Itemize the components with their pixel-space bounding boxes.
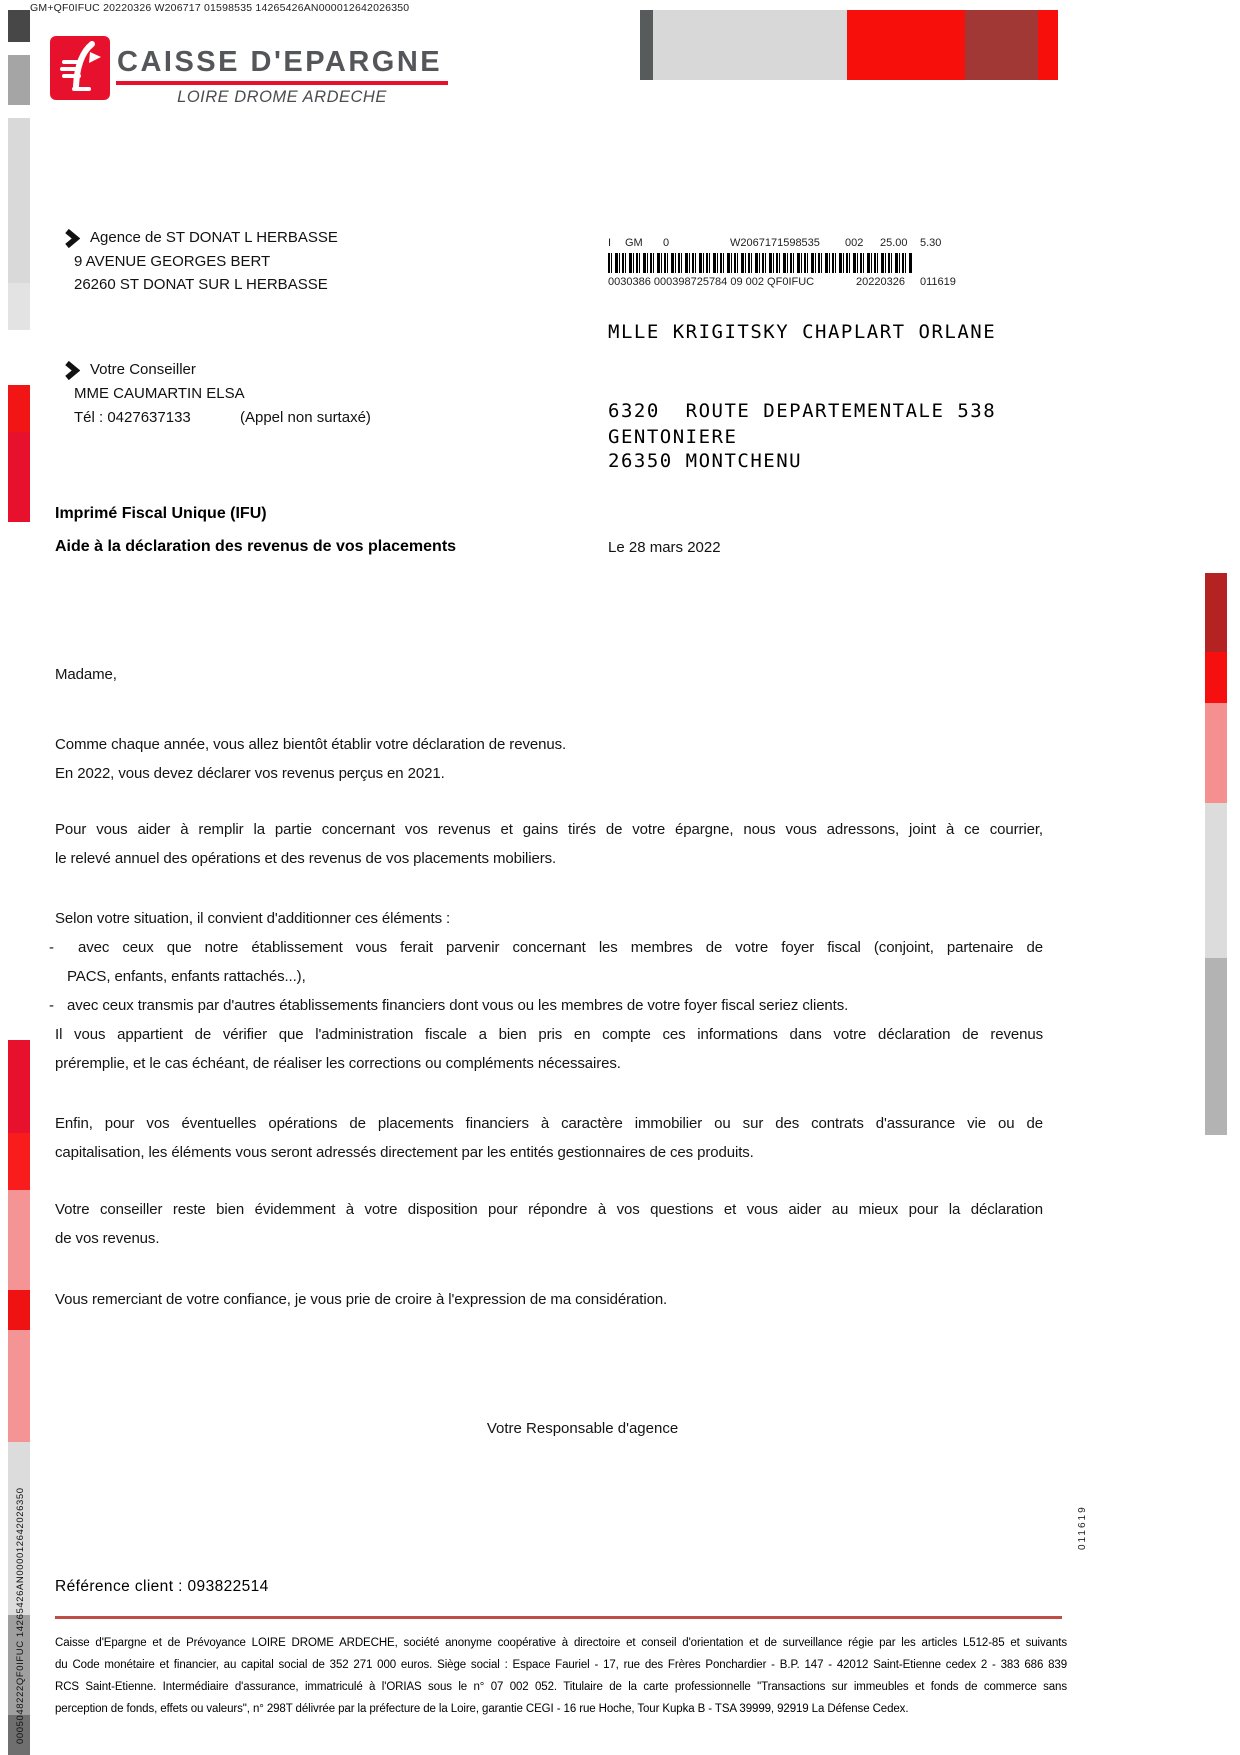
color-strip-segment [8,1133,30,1190]
color-strip-segment [1205,573,1227,652]
legal-line: perception de fonds, effets ou valeurs", n° 298T délivrée par la préfecture de la Loire, garantie CEGI - 16 rue Hoche, Tour Kupka B - TSA 39999, 92919 La Défense Cedex. [55,1703,909,1715]
legal-line: RCS Saint-Etienne. Intermédiaire d'assurance, immatriculé à l'ORIAS sous le n° 07 002 052. Titulaire de la carte professionnelle "Transactions sur immeubles et fonds de commerce sans [55,1681,1067,1693]
recipient-address-block [608,321,997,472]
franking-date: 20220326 [856,276,905,288]
legal-line: du Code monétaire et financier, au capital social de 352 271 000 euros. Siège social : Espace Fauriel - 17, rue des Frères Ponchardier - B.P. 147 - 42012 Saint-Etienne cedex 2 - 383 686 839 [55,1659,1067,1671]
letter-body [49,660,1043,1314]
color-strip-segment [8,1190,30,1290]
paragraph [49,904,1043,1078]
franking-number: 011619 [920,276,956,288]
body-line: PACS, enfants, enfants rattachés...), [67,968,306,985]
agency-title: Agence de ST DONAT L HERBASSE [90,229,338,246]
body-line: préremplie, et le cas échéant, de réaliser les corrections ou compléments nécessaires. [55,1055,621,1072]
agency-address-line: 26260 ST DONAT SUR L HERBASSE [74,276,328,293]
franking-code: W2067171598535 [730,237,820,249]
color-strip-segment [8,10,30,42]
recipient-address-line: 26350 MONTCHENU [608,450,803,472]
body-line: Il vous appartient de vérifier que l'administration fiscale a bien pris en compte ces informations dans votre déclaration de revenus [55,1026,1043,1043]
left-vertical-code: 0005048222QF0IFUC 14265426AN000012642026350 [15,1487,26,1744]
agency-address-line: 9 AVENUE GEORGES BERT [74,253,271,270]
letter-date: Le 28 mars 2022 [608,539,721,556]
bullet-dash: - [49,997,54,1014]
brand-underline [116,81,448,85]
body-line: capitalisation, les éléments vous seront adressés directement par les entités gestionnaires de ces produits. [55,1144,754,1161]
client-reference: Référence client : 093822514 [55,1578,269,1595]
bullet-item [49,991,1043,1020]
subject-line-1: Imprimé Fiscal Unique (IFU) [55,505,267,522]
signature-line: Votre Responsable d'agence [486,1420,679,1437]
paragraph [55,1109,1043,1167]
bullet-dash: - [49,939,54,956]
body-line: Selon votre situation, il convient d'additionner ces éléments : [55,910,451,927]
recipient-address-line: 6320 ROUTE DEPARTEMENTALE 538 [608,400,997,422]
advisor-phone-line [74,409,371,426]
color-strip-segment [1205,703,1227,803]
color-strip-segment [1205,803,1227,958]
paragraph [55,1195,1043,1253]
color-strip-segment [8,1040,30,1133]
franking-code: 5.30 [920,237,942,249]
paragraph [55,730,1043,788]
color-strip-segment [8,1330,30,1442]
print-batch-code: GM+QF0IFUC 20220326 W206717 01598535 14265426AN000012642026350 [30,2,410,14]
color-strip-segment [8,385,30,432]
body-line: le relevé annuel des opérations et des revenus de vos placements mobiliers. [55,850,557,867]
advisor-title: Votre Conseiller [90,361,196,378]
body-line: avec ceux que notre établissement vous ferait parvenir concernant les membres de votre foyer fiscal (conjoint, partenaire de [78,939,1043,956]
color-strip-segment [847,10,965,80]
body-line: Votre conseiller reste bien évidemment à votre disposition pour répondre à vos questions et vous aider au mieux pour la déclaration [55,1201,1043,1218]
franking-code: GM [625,237,643,249]
color-strip-segment [640,10,653,80]
color-strip-segment [653,10,847,80]
caisse-epargne-squirrel-logo-icon [50,36,110,100]
franking-code: 0 [663,237,670,249]
legal-line: Caisse d'Epargne et de Prévoyance LOIRE DROME ARDECHE, société anonyme coopérative à directoire et conseil d'orientation et de surveillance régie par les articles L512-85 et suivants [55,1637,1067,1649]
body-line: Pour vous aider à remplir la partie concernant vos revenus et gains tirés de votre épargne, nous vous adressons, joint à ce courrier, [55,821,1043,838]
brand-wordmark: CAISSE D'EPARGNE [117,46,443,78]
color-strip-segment [8,283,30,330]
color-strip-segment [1205,652,1227,703]
franking-code: 002 [845,237,864,249]
body-line: Enfin, pour vos éventuelles opérations de placements financiers à caractère immobilier ou sur des contrats d'assurance vie ou de [55,1115,1043,1132]
advisor-phone: Tél : 0427637133 [74,409,191,426]
body-line: Comme chaque année, vous allez bientôt établir votre déclaration de revenus. [55,736,567,753]
color-strip-segment [8,55,30,105]
closing-line: Vous remerciant de votre confiance, je vous prie de croire à l'expression de ma considération. [55,1291,668,1308]
right-vertical-code: 011619 [1077,1505,1088,1550]
salutation: Madame, [55,666,117,683]
bullet-item [49,933,1043,991]
franking-code: I [608,237,612,249]
advisor-name: MME CAUMARTIN ELSA [74,385,245,402]
legal-footer [55,1632,1067,1720]
advisor-phone-note: (Appel non surtaxé) [240,409,371,426]
color-strip-segment [8,118,30,283]
barcode [608,253,913,273]
body-line: de vos revenus. [55,1230,160,1247]
subject-line-2: Aide à la déclaration des revenus de vos placements [55,538,457,555]
franking-code: 25.00 [880,237,908,249]
color-strip-segment [1038,10,1058,80]
color-strip-segment [1205,958,1227,1135]
recipient-name: MLLE KRIGITSKY CHAPLART ORLANE [608,321,997,343]
paragraph [55,815,1043,873]
chevron-right-icon [64,229,80,248]
chevron-right-icon [64,361,80,380]
franking-reference: 0030386 000398725784 09 002 QF0IFUC [608,276,815,288]
body-line: En 2022, vous devez déclarer vos revenus perçus en 2021. [55,765,445,782]
footer-separator [55,1616,1062,1619]
brand-region: LOIRE DROME ARDECHE [177,88,387,106]
color-strip-segment [965,10,1038,80]
color-strip-segment [8,1290,30,1330]
color-strip-segment [8,432,30,522]
recipient-address-line: GENTONIERE [608,426,738,448]
body-line: avec ceux transmis par d'autres établissements financiers dont vous ou les membres de votre foyer fiscal seriez clients. [67,997,849,1014]
